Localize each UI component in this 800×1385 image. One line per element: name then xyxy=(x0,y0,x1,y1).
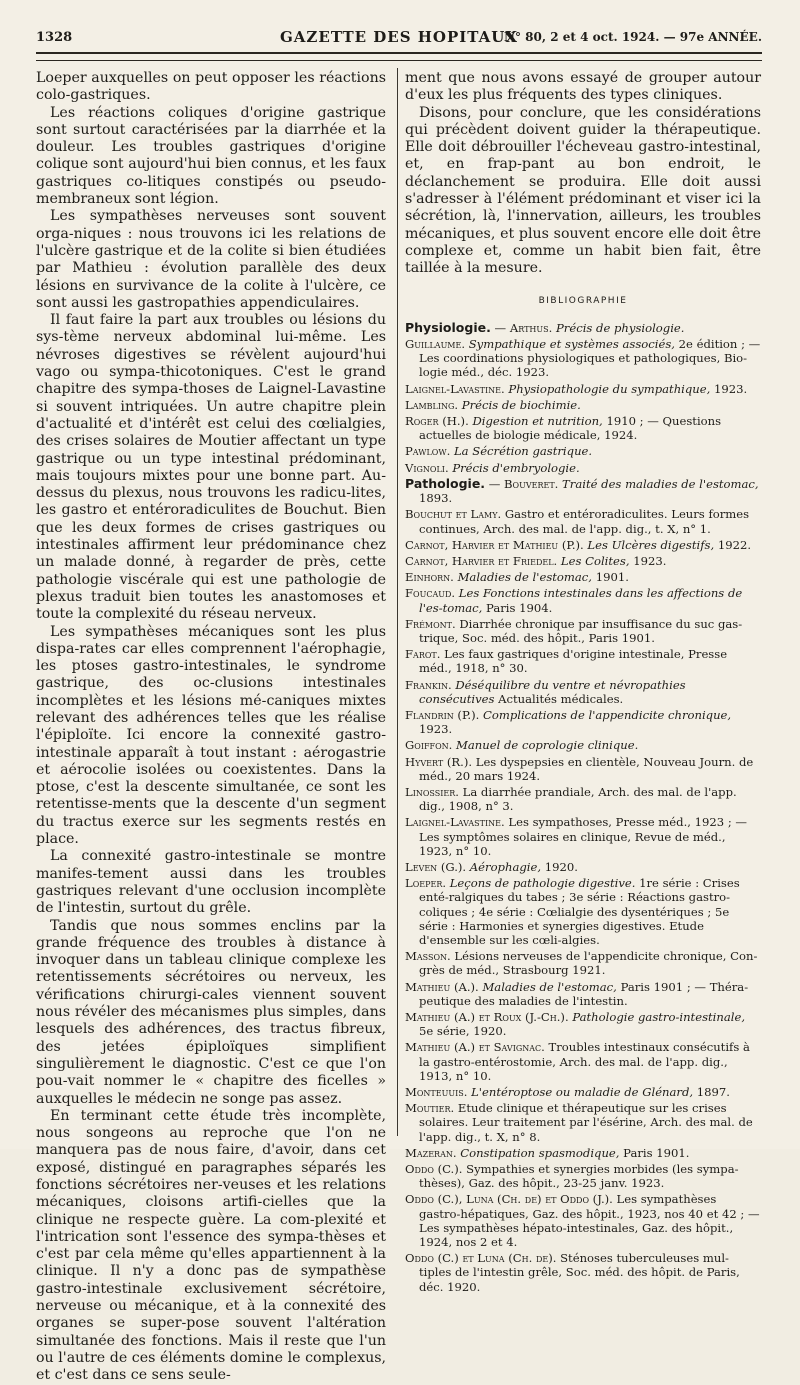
entry-author: — Arthus. xyxy=(494,320,553,335)
entry-title: Physiopathologie du sympathique, xyxy=(508,381,711,396)
entry-author: Goiffon. xyxy=(405,738,453,753)
entry-author: Guillaume. xyxy=(405,337,466,352)
bibliography-entry xyxy=(405,1192,761,1249)
entry-details: Paris 1901 ; — Théra-peutique des maladies de l'intestin. xyxy=(419,979,749,1008)
header-rule-thin xyxy=(36,60,762,61)
entry-details: 1910 ; — Questions actuelles de biologie médicale, 1924. xyxy=(419,414,722,443)
entry-author: Frankin. xyxy=(405,677,452,692)
entry-author: Lambling. xyxy=(405,397,459,412)
entry-title: La Sécrétion gastrique. xyxy=(453,444,593,459)
entry-details: Diarrhée chronique par insuffisance du suc gas-trique, Soc. méd. des hôpit., Paris 1901. xyxy=(419,616,743,645)
bibliography-entry xyxy=(405,321,761,335)
entry-title: Complications de l'appendicite chronique, xyxy=(482,707,732,722)
entry-details: 1893. xyxy=(419,491,453,506)
entry-title: Précis de biochimie. xyxy=(461,397,581,412)
bibliography-entry xyxy=(405,785,761,813)
entry-title: Constipation spasmodique, xyxy=(460,1145,620,1160)
entry-details: Les sympathèses gastro-hépatiques, Gaz. des hôpit., 1923, nos 40 et 42 ; — Les sympathèses hépato-intestinales, Gaz. des hôpit., 1924, nos 2 et 4. xyxy=(419,1192,760,1250)
entry-details: Sténoses tuberculeuses mul-tiples de l'intestin grêle, Soc. méd. des hôpit. de Paris, déc. 1920. xyxy=(419,1251,740,1294)
paragraph: Les sympathèses nerveuses sont souvent orga-niques : nous trouvons ici les relations de l'ulcère gastrique et de la colite si bien étudiées par Mathieu : évolution parallèle des deux lésions en survivance de la colite à l'ulcère, ce sont aussi les gastropathies appendiculaires. xyxy=(36,208,386,311)
left-column xyxy=(36,70,386,1385)
paragraph: ment que nous avons essayé de grouper autour d'eux les plus fréquents des types cliniques. xyxy=(405,70,761,104)
bibliography-entry xyxy=(405,1101,761,1144)
entry-title: L'entéroptose ou maladie de Glénard, xyxy=(471,1085,694,1100)
entry-details: Les dyspepsies en clientèle, Nouveau Journ. de méd., 20 mars 1924. xyxy=(419,754,754,783)
entry-title: Maladies de l'estomac, xyxy=(457,570,592,585)
entry-author: Oddo (C.), Luna (Ch. de) et Oddo (J.). xyxy=(405,1192,613,1207)
paragraph: Loeper auxquelles on peut opposer les réactions colo-gastriques. xyxy=(36,70,386,104)
bibliography-entry xyxy=(405,444,761,458)
entry-details: 1re série : Crises enté-ralgiques du tabes ; 3e série : Réactions gastro-coliques ; 4e série : Cœlialgie des dysentériques ; 5e série : Harmonies et synergies digestives. Etude d'ensemble sur les cœli-algies. xyxy=(419,876,740,947)
entry-author: Oddo (C.) et Luna (Ch. de). xyxy=(405,1251,557,1266)
bibliography-entry xyxy=(405,1162,761,1190)
entry-title: Précis d'embryologie. xyxy=(452,460,580,475)
bibliography-entry xyxy=(405,507,761,535)
entry-details: Les faux gastriques d'origine intestinale, Presse méd., 1918, n° 30. xyxy=(419,647,728,676)
entry-author: Hyvert (R.). xyxy=(405,754,473,769)
entry-title: Aérophagie, xyxy=(469,859,542,874)
bibliography-entry xyxy=(405,678,761,706)
bibliography-entry xyxy=(405,708,761,736)
bibliography-entry xyxy=(405,876,761,947)
entry-author: Mazeran. xyxy=(405,1145,457,1160)
entry-title: Les Ulcères digestifs, xyxy=(587,537,715,552)
bibliography-heading: BIBLIOGRAPHIE xyxy=(538,295,628,306)
entry-title: Manuel de coprologie clinique. xyxy=(456,738,639,753)
bibliography-entry xyxy=(405,477,761,505)
entry-details: Lésions nerveuses de l'appendicite chronique, Con-grès de méd., Strasbourg 1921. xyxy=(419,949,758,978)
bibliography-entry xyxy=(405,1251,761,1294)
entry-title: Les Fonctions intestinales dans les affections de l'es-tomac, xyxy=(419,586,743,615)
entry-details: Etude clinique et thérapeutique sur les crises solaires. Leur traitement par l'ésérine, Arch. des mal. de l'app. dig., t. X, n° 8. xyxy=(419,1101,753,1144)
bibliography-entry xyxy=(405,647,761,675)
entry-title: Pathologie gastro-intestinale, xyxy=(572,1010,746,1024)
entry-details: 1922. xyxy=(717,537,752,552)
journal-title: GAZETTE DES HOPITAUX xyxy=(279,28,518,46)
entry-author: Pawlow. xyxy=(405,444,451,459)
bibliography-entry xyxy=(405,755,761,783)
entry-author: Bouchut et Lamy. xyxy=(405,507,502,522)
entry-author: Roger (H.). xyxy=(405,414,469,429)
bibliography-entry xyxy=(405,461,761,475)
entry-author: Oddo (C.). xyxy=(405,1162,463,1177)
page-header xyxy=(36,26,762,48)
paragraph: Il faut faire la part aux troubles ou lésions du sys-tème nerveux abdominal lui-même. Les névroses digestives se révèlent aujourd'hui vago ou sympa-thicotoniques. C'est le grand chapitre des sympa-thoses de Laignel-Lavastine si souvent intriquées. Un autre chapitre plein d'actualité et d'intérêt est celui des cœlialgies, des crises solaires de Moutier affectant un type gastrique ou un type intestinal prédominant, mais toujours mixtes pour une bonne part. Au-dessus du plexus, nous trouvons les radicu-lites, les gastro et entéroradiculites de Bouchut. Bien que les deux formes de crises gastriques ou intestinales affirment leur prédominance chez un malade donné, à regarder de près, cette pathologie viscérale qui est une pathologie de plexus traduit bien toutes les anastomoses et toute la complexité du réseau nerveux. xyxy=(36,312,386,623)
entry-author: Laignel-Lavastine. xyxy=(405,815,505,830)
entry-details: Les sympathoses, Presse méd., 1923 ; — Les symptômes solaires en clinique, Revue de méd., 1923, n° 10. xyxy=(419,815,748,858)
entry-details: Troubles intestinaux consécutifs à la gastro-entérostomie, Arch. des mal. de l'app. dig., 1913, n° 10. xyxy=(419,1040,750,1083)
bibliography-entry xyxy=(405,815,761,858)
entry-author: Frémont. xyxy=(405,616,456,631)
entry-author: Mathieu (A.). xyxy=(405,979,479,994)
paragraph: Les réactions coliques d'origine gastrique sont surtout caractérisées par la diarrhée et la douleur. Les troubles gastriques d'origine colique sont aujourd'hui bien connus, et les faux gastriques co-litiques constipés ou pseudo-membraneux sont légion. xyxy=(36,104,386,208)
entry-title: Déséquilibre du ventre et névropathies consécutives xyxy=(419,677,686,706)
entry-author: Loeper. xyxy=(405,876,447,891)
bibliography-entry xyxy=(405,617,761,645)
right-column xyxy=(405,70,761,1296)
bibliography-entry xyxy=(405,586,761,614)
right-paragraphs xyxy=(405,70,761,278)
bibliography-list xyxy=(405,321,761,1294)
entry-author: Leven (G.). xyxy=(405,859,467,874)
entry-details: Sympathies et synergies morbides (les sympa-thèses), Gaz. des hôpit., 23-25 janv. 1923. xyxy=(419,1162,739,1191)
paragraph: Disons, pour conclure, que les considérations qui précèdent doivent guider la thérapeutique. Elle doit débrouiller l'écheveau gastro-intestinal, et, en frap-pant au bon endroit, le déclanchement se produira. Elle doit aussi s'adresser à l'élément prédominant et viser ici la sécrétion, là, l'innervation, ailleurs, les troubles mécaniques, et plus souvent encore elle doit être complexe et, comme un habit bien fait, être taillée à la mesure. xyxy=(405,104,761,277)
bibliography-entry xyxy=(405,1040,761,1083)
bibliography-entry xyxy=(405,949,761,977)
entry-title: Leçons de pathologie digestive. xyxy=(449,876,636,891)
entry-author: Moutier. xyxy=(405,1101,455,1116)
entry-details: 1923. xyxy=(633,553,667,568)
entry-details: Paris 1901. xyxy=(623,1145,690,1160)
paragraph: Tandis que nous sommes enclins par la grande fréquence des troubles à distance à invoquer dans un tableau clinique complexe les retentissements sécrétoires ou nerveux, les vérifications chirurgi-cales viennent souvent nous révéler des mécanismes plus simples, dans lesquels des adhérences, des tractus fibreux, des jetées épiploïques simplifient singulièrement le diagnostic. C'est ce que l'on pou-vait nommer le « chapitre des ficelles » auxquelles le médecin ne songe pas assez. xyxy=(36,917,386,1107)
bibliography-entry xyxy=(405,337,761,380)
page-number: 1328 xyxy=(36,30,73,45)
entry-author: Masson. xyxy=(405,949,451,964)
bibliography-entry xyxy=(405,1085,761,1099)
entry-author: Einhorn. xyxy=(405,570,454,585)
entry-details: 1920. xyxy=(544,859,578,874)
bibliography-entry xyxy=(405,738,761,752)
entry-details: 1923. xyxy=(714,381,748,396)
entry-details: 1897. xyxy=(696,1085,730,1100)
bibliography-entry xyxy=(405,398,761,412)
entry-author: Monteuuis. xyxy=(405,1085,468,1100)
entry-author: Vignoli. xyxy=(405,460,449,475)
entry-title: Les Colites, xyxy=(560,553,630,568)
section-label: Pathologie. xyxy=(405,475,486,491)
entry-details: La diarrhée prandiale, Arch. des mal. de l'app. dig., 1908, n° 3. xyxy=(419,784,737,814)
bibliography-entry xyxy=(405,538,761,552)
bibliography-entry xyxy=(405,382,761,396)
header-rule xyxy=(36,52,762,54)
bibliography-entry xyxy=(405,980,761,1008)
entry-author: Mathieu (A.) et Roux (J.-Ch.). xyxy=(405,1010,569,1024)
entry-details: 5e série, 1920. xyxy=(419,1024,507,1039)
entry-author: Carnot, Harvier et Mathieu (P.). xyxy=(405,537,584,552)
entry-details: Actualités médicales. xyxy=(498,691,624,706)
entry-author: Carnot, Harvier et Friedel. xyxy=(405,553,558,568)
entry-title: Sympathique et systèmes associés, xyxy=(468,337,675,352)
paragraph: En terminant cette étude très incomplète, nous songeons au reproche que l'on ne manquera pas de nous faire, d'avoir, dans cet exposé, distingué en paragraphes séparés les fonctions sécrétoires ner-veuses et les relations mécaniques, cloisons artifi-cielles que la clinique ne respecte guère. La com-plexité et l'intrication sont l'essence des sympa-thèses et c'est par cela même qu'elles appartiennent à la clinique. Il n'y a donc pas de sympathèse gastro-intestinale exclusivement sécrétoire, nerveuse ou mécanique, et à la connexité des organes se super-pose souvent l'altération simultanée des fonctions. Mais il reste que l'un ou l'autre de ces éléments domine le complexus, et c'est dans ce sens seule- xyxy=(36,1107,386,1384)
bibliography-entry xyxy=(405,554,761,568)
entry-author: Foucaud. xyxy=(405,586,456,601)
entry-details: 2e édition ; — Les coordinations physiologiques et pathologiques, Bio-logie méd., déc. 1923. xyxy=(419,337,761,380)
section-label: Physiologie. xyxy=(405,319,491,335)
paragraph: La connexité gastro-intestinale se montre manifes-tement aussi dans les troubles gastriques relevant d'une occlusion incomplète de l'intestin, surtout du grêle. xyxy=(36,848,386,917)
column-divider xyxy=(397,68,398,1136)
bibliography-entry xyxy=(405,860,761,874)
entry-title: Précis de physiologie. xyxy=(556,320,685,335)
paragraph: Les sympathèses mécaniques sont les plus dispa-rates car elles comprennent l'aérophagie, les ptoses gastro-intestinales, le syndrome gastrique, des oc-clusions intestinales incomplètes et les lésions mé-caniques mixtes relevant des adhérences telles que les réalise l'épiploïte. Ici encore la connexité gastro-intestinale apparaît à tout instant : aérogastrie et aérocolie isolées ou coexistentes. Dans la ptose, c'est la descente simultanée, ce sont les retentisse-ments que la descente d'un segment du tractus exerce sur les segments restés en place. xyxy=(36,623,386,848)
entry-details: Paris 1904. xyxy=(486,600,553,615)
entry-details: 1901. xyxy=(595,570,629,585)
entry-details: Gastro et entéroradiculites. Leurs formes continues, Arch. des mal. de l'app. dig., t. X, n° 1. xyxy=(419,507,750,536)
bibliography-entry xyxy=(405,570,761,584)
entry-title: Maladies de l'estomac, xyxy=(482,979,617,994)
entry-author: Farot. xyxy=(405,647,441,662)
entry-details: 1923. xyxy=(419,722,453,737)
issue-info: N° 80, 2 et 4 oct. 1924. — 97e ANNÉE. xyxy=(504,30,762,44)
entry-author: — Bouveret. xyxy=(488,476,559,491)
entry-title: Traité des maladies de l'estomac, xyxy=(562,476,759,491)
entry-author: Flandrin (P.). xyxy=(405,707,480,722)
entry-title: Digestion et nutrition, xyxy=(472,414,603,429)
entry-author: Linossier. xyxy=(405,784,459,799)
entry-author: Laignel-Lavastine. xyxy=(405,381,505,396)
bibliography-entry xyxy=(405,1010,761,1038)
entry-author: Mathieu (A.) et Savignac. xyxy=(405,1040,545,1055)
bibliography-entry xyxy=(405,1146,761,1160)
bibliography-entry xyxy=(405,414,761,442)
